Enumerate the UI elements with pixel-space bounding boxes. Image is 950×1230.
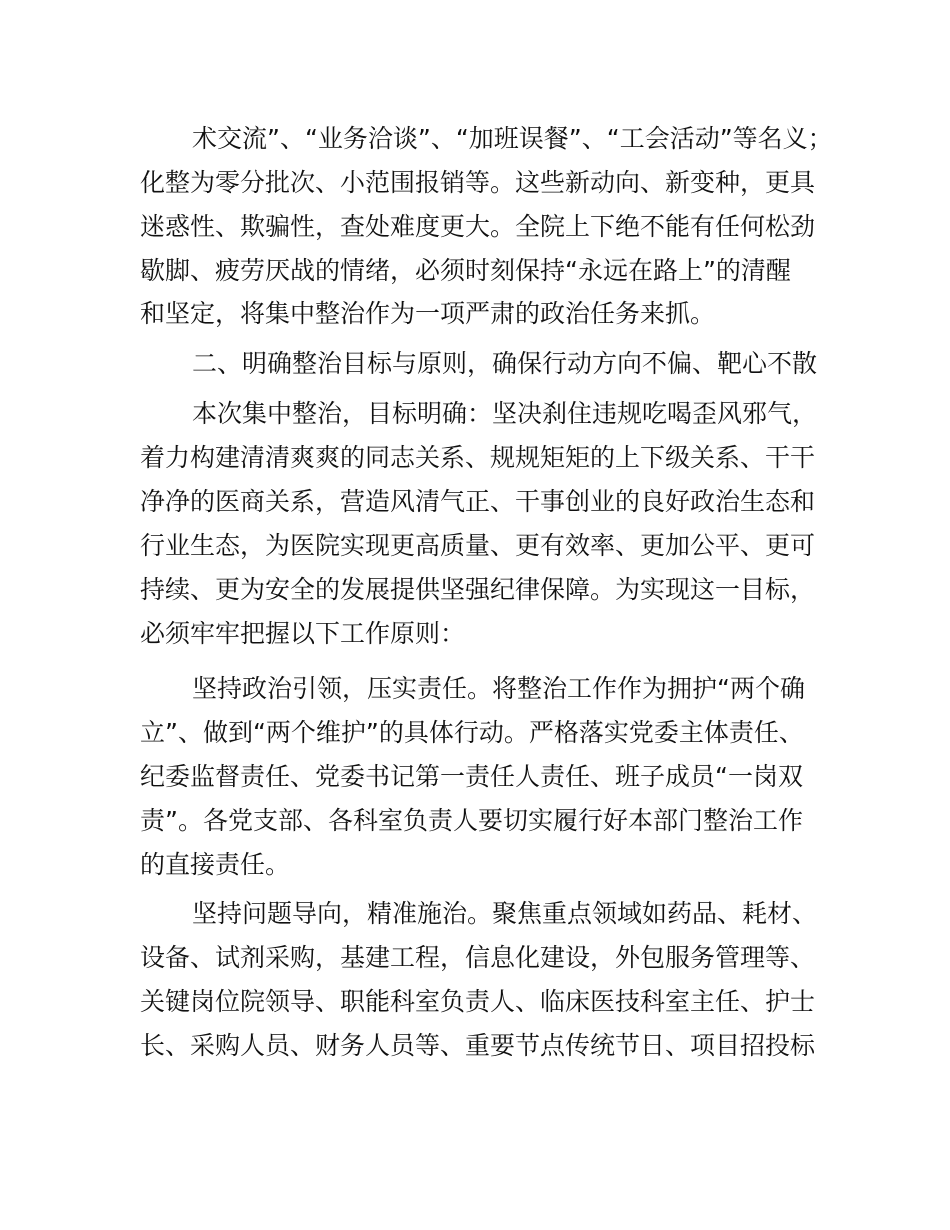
body-text-line: 设备、试剂采购，基建工程，信息化建设，外包服务管理等、 [140,943,816,972]
body-text-line: 本次集中整治，目标明确：坚决刹住违规吃喝歪风邪气， [192,399,818,428]
body-text-line: 的直接责任。 [140,850,291,879]
body-text-line: 持续、更为安全的发展提供坚强纪律保障。为实现这一目标， [140,575,816,604]
body-text-line: 迷惑性、欺骗性，查处难度更大。全院上下绝不能有任何松劲 [140,212,816,241]
body-text-line: 关键岗位院领导、职能科室负责人、临床医技科室主任、护士 [140,987,816,1016]
body-text-line: 术交流”、“业务洽谈”、“加班误餐”、“工会活动”等名义； [192,124,833,153]
body-text-line: 必须牢牢把握以下工作原则： [140,619,466,648]
body-text-line: 行业生态，为医院实现更高质量、更有效率、更加公平、更可 [140,531,816,560]
body-text-line: 坚持政治引领，压实责任。将整治工作作为拥护“两个确 [192,674,805,703]
body-text-line: 歇脚、疲劳厌战的情绪，必须时刻保持“永远在路上”的清醒 [140,256,791,285]
body-text-line: 责”。各党支部、各科室负责人要切实履行好本部门整治工作 [140,806,803,835]
body-text-line: 纪委监督责任、党委书记第一责任人责任、班子成员“一岗双 [140,762,803,791]
body-text-line: 立”、做到“两个维护”的具体行动。严格落实党委主体责任、 [140,718,804,747]
body-text-line: 着力构建清清爽爽的同志关系、规规矩矩的上下级关系、干干 [140,443,816,472]
body-text-line: 和坚定，将集中整治作为一项严肃的政治任务来抓。 [140,299,716,328]
section-heading: 二、明确整治目标与原则，确保行动方向不偏、靶心不散 [192,349,818,378]
body-text-line: 坚持问题导向，精准施治。聚焦重点领域如药品、耗材、 [192,899,818,928]
body-text-line: 化整为零分批次、小范围报销等。这些新动向、新变种，更具 [140,168,816,197]
body-text-line: 长、采购人员、财务人员等、重要节点传统节日、项目招投标 [140,1031,816,1060]
body-text-line: 净净的医商关系，营造风清气正、干事创业的良好政治生态和 [140,487,816,516]
